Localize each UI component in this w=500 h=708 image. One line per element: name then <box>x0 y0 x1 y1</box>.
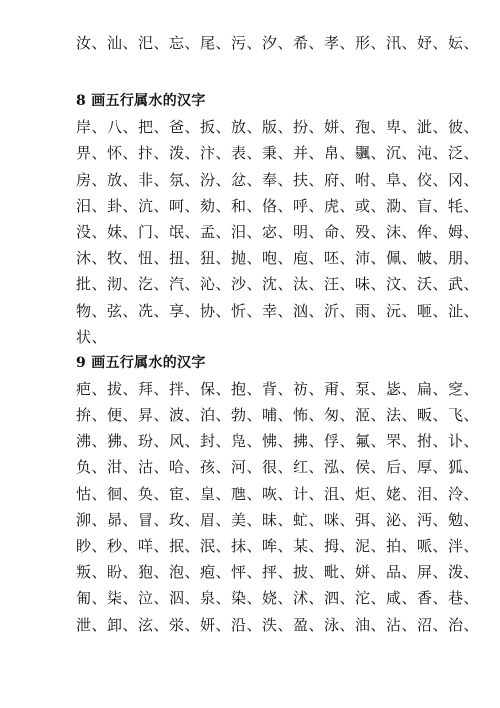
section-heading: 9 画五行属水的汉字 <box>76 354 206 371</box>
text-line: 畀、怀、抃、泼、汴、表、秉、并、帛、䬗、沉、沌、泛、 <box>76 144 480 163</box>
text-line: 岸、八、把、爸、扳、放、版、扮、姘、孢、卑、泚、彼、 <box>76 118 480 137</box>
text-line: 泖、昴、冒、玫、眉、美、昧、虻、咪、弭、泌、沔、勉、 <box>76 510 480 529</box>
text-line: 汨、卦、沆、呵、劾、和、佫、呼、虎、或、泐、盲、牦、 <box>76 196 480 215</box>
document-page <box>76 30 480 638</box>
text-line: 沐、牧、忸、扭、狃、抛、咆、庖、呸、沛、佩、帔、朋、 <box>76 249 480 268</box>
text-line: 泄、卸、泫、泶、妍、沿、泆、盈、泳、油、沾、沼、治、 <box>76 615 480 634</box>
text-line: 叛、盼、狍、泡、疱、怦、抨、披、毗、姘、品、屏、泼、 <box>76 563 480 582</box>
text-line: 怙、徊、奂、宦、皇、虺、咴、计、沮、炬、姥、泪、泠、 <box>76 484 480 503</box>
text-line: 物、弦、冼、享、协、忻、幸、汹、沂、雨、沅、咂、沚、 <box>76 301 480 320</box>
text-line: 疤、拔、拜、拌、保、抱、背、祊、甭、泵、毖、扁、窆、 <box>76 379 480 398</box>
text-line: 批、沏、汔、汽、沁、沙、沈、汰、汪、味、汶、沃、武、 <box>76 275 480 294</box>
text-line: 拚、便、昇、波、泊、勃、哺、怖、匆、洍、法、畈、飞、 <box>76 406 480 425</box>
section-heading: 8 画五行属水的汉字 <box>76 93 206 110</box>
text-line: 没、妹、门、氓、孟、汨、宓、明、命、殁、沫、侔、姆、 <box>76 222 480 241</box>
text-line: 眇、秒、咩、抿、泯、抹、哞、某、拇、泥、拍、哌、泮、 <box>76 537 480 555</box>
text-line: 房、放、非、氛、汾、忿、奉、扶、府、咐、阜、佼、冈、 <box>76 170 480 189</box>
text-line: 负、泔、沽、哈、孩、河、很、红、泓、侯、后、厚、狐、 <box>76 458 480 477</box>
text-line: 沸、狒、玢、风、封、凫、怫、拂、俘、氟、罘、拊、讣、 <box>76 432 480 451</box>
text-line: 匍、柒、泣、泅、泉、染、娆、沭、泗、沱、咸、香、巷、 <box>76 589 480 608</box>
text-line: 状、 <box>76 327 108 346</box>
spacer <box>76 56 436 88</box>
text-line: 汝、汕、汜、忘、尾、污、汐、希、孝、形、汛、妤、妘、 <box>76 34 480 52</box>
